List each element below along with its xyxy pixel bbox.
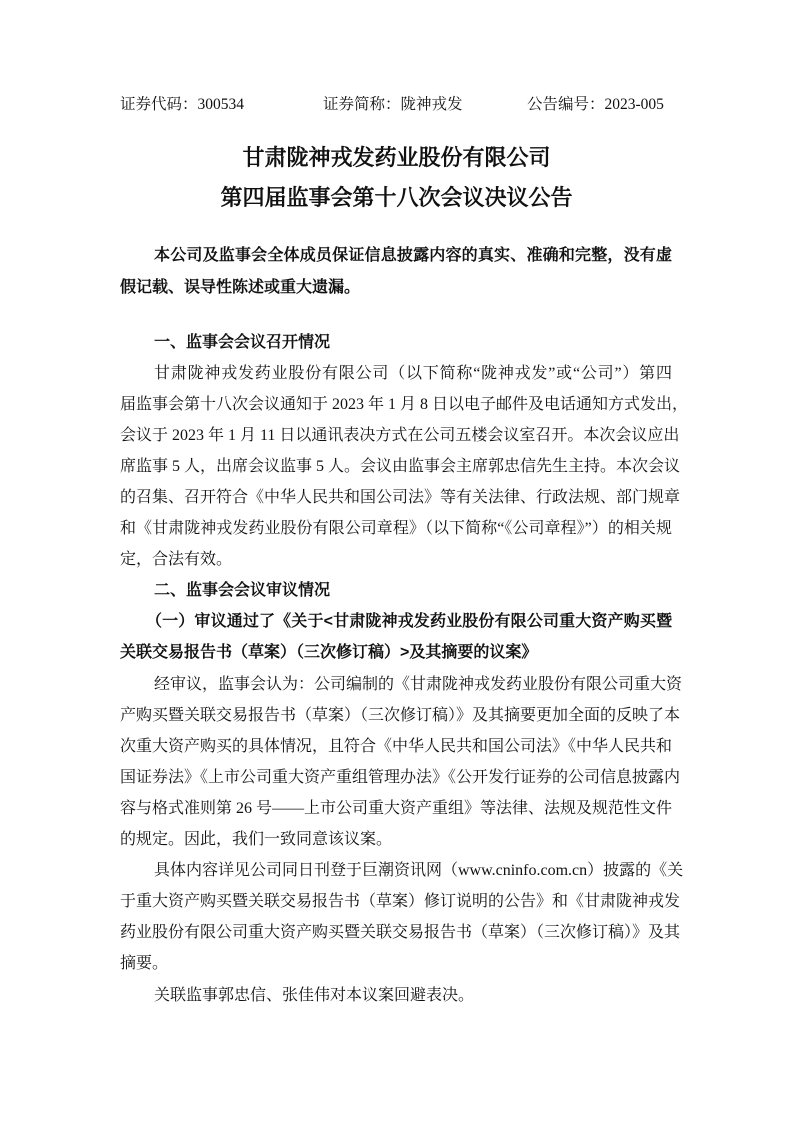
statement-line: 本公司及监事会全体成员保证信息披露内容的真实、准确和完整，没有虚 bbox=[154, 247, 672, 264]
paragraph-line: 定，合法有效。 bbox=[120, 551, 233, 568]
paragraph-line: 药业股份有限公司重大资产购买暨关联交易报告书（草案）（三次修订稿）》及其 bbox=[120, 924, 681, 941]
stock-code: 证券代码：300534 bbox=[120, 96, 245, 113]
resolution-heading: 关联交易报告书（草案）（三次修订稿）>及其摘要的议案》 bbox=[120, 644, 538, 661]
paragraph-line: 的规定。因此，我们一致同意该议案。 bbox=[120, 831, 393, 848]
resolution-heading: （一）审议通过了《关于<甘肃陇神戎发药业股份有限公司重大资产购买暨 bbox=[146, 613, 672, 630]
paragraph-line: 摘要。 bbox=[120, 955, 169, 972]
paragraph-line: 经审议，监事会认为：公司编制的《甘肃陇神戎发药业股份有限公司重大资 bbox=[154, 676, 683, 693]
stock-name: 证券简称：陇神戎发 bbox=[323, 96, 463, 113]
paragraph-line: 国证券法》《上市公司重大资产重组管理办法》《公开发行证券的公司信息披露内 bbox=[120, 769, 681, 786]
paragraph-line: 和《甘肃陇神戎发药业股份有限公司章程》（以下简称“《公司章程》”）的相关规 bbox=[120, 520, 672, 537]
paragraph-line: 次重大资产购买的具体情况，且符合《中华人民共和国公司法》《中华人民共和 bbox=[120, 738, 673, 755]
paragraph-line: 的召集、召开符合《中华人民共和国公司法》等有关法律、行政法规、部门规章 bbox=[120, 489, 681, 506]
paragraph-line: 届监事会第十八次会议通知于 2023 年 1 月 8 日以电子邮件及电话通知方式发出， bbox=[120, 396, 689, 413]
statement-line: 假记载、误导性陈述或重大遗漏。 bbox=[120, 279, 361, 296]
announcement-title: 第四届监事会第十八次会议决议公告 bbox=[220, 185, 573, 210]
company-title: 甘肃陇神戎发药业股份有限公司 bbox=[242, 145, 551, 170]
paragraph-line: 容与格式准则第 26 号——上市公司重大资产重组》等法律、法规及规范性文件 bbox=[120, 800, 673, 817]
announcement-number: 公告编号：2023-005 bbox=[527, 96, 664, 113]
paragraph-line: 具体内容详见公司同日刊登于巨潮资讯网（www.cninfo.com.cn）披露的《关 bbox=[154, 862, 684, 879]
paragraph-line: 于重大资产购买暨关联交易报告书（草案）修订说明的公告》和《甘肃陇神戎发 bbox=[120, 893, 681, 910]
paragraph-line: 关联监事郭忠信、张佳伟对本议案回避表决。 bbox=[154, 987, 475, 1004]
paragraph-line: 产购买暨关联交易报告书（草案）（三次修订稿）》及其摘要更加全面的反映了本 bbox=[120, 707, 681, 724]
paragraph-line: 席监事 5 人，出席会议监事 5 人。会议由监事会主席郭忠信先生主持。本次会议 bbox=[120, 458, 681, 475]
paragraph-line: 会议于 2023 年 1 月 11 日以通讯表决方式在公司五楼会议室召开。本次会议应出 bbox=[120, 427, 680, 444]
paragraph-line: 甘肃陇神戎发药业股份有限公司（以下简称“陇神戎发”或“公司”）第四 bbox=[154, 365, 672, 382]
section-heading: 二、监事会会议审议情况 bbox=[154, 582, 331, 599]
section-heading: 一、监事会会议召开情况 bbox=[154, 334, 331, 351]
